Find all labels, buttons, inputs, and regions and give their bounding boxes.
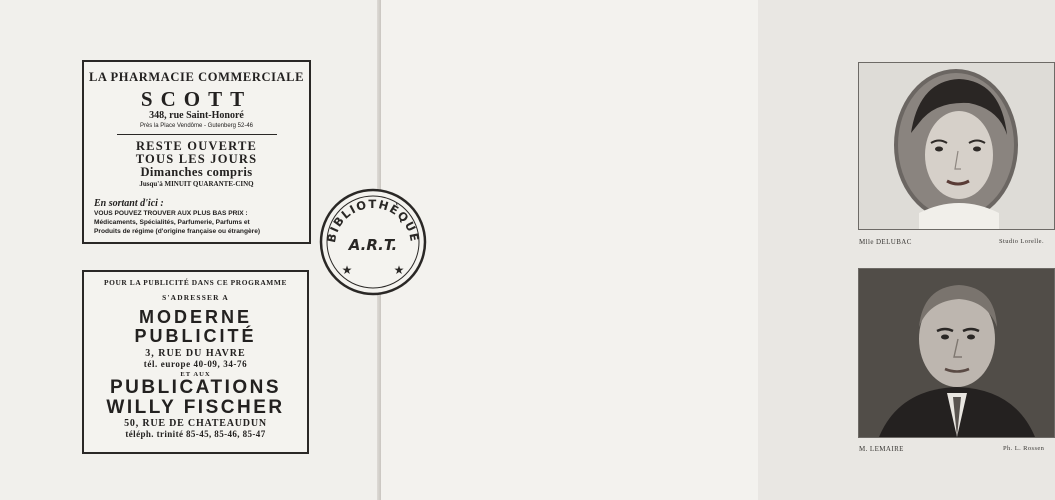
stamp-seal-icon <box>317 186 429 298</box>
publicity-line-1: POUR LA PUBLICITÉ DANS CE PROGRAMME <box>104 278 287 287</box>
agency-name-1: MODERNE <box>138 307 252 327</box>
publicity-advertisement <box>82 270 309 454</box>
agency-name-2: PUBLICITÉ <box>134 326 257 346</box>
pharmacy-note-2: Médicaments, Spécialités, Parfumerie, Parfums et <box>94 219 250 226</box>
pharmacy-hours-2: TOUS LES JOURS <box>135 152 258 166</box>
caption-name-1: Mlle DELUBAC <box>859 238 912 246</box>
svg-text:BIBLIOTHÈQUE: BIBLIOTHÈQUE <box>324 196 422 244</box>
agency-address: 3, RUE DU HAVRE <box>145 348 246 359</box>
pharmacy-note-1: VOUS POUVEZ TROUVER AUX PLUS BAS PRIX : <box>94 210 248 217</box>
caption-credit-1: Studio Lorelle. <box>999 238 1044 245</box>
portrait-photo-lemaire <box>858 268 1055 438</box>
pharmacy-location: Près la Place Vendôme - Gutenberg 52-46 <box>139 123 254 129</box>
pharmacy-advertisement <box>82 60 311 244</box>
and-label: ET AUX <box>180 371 211 378</box>
pharmacy-exit-line: En sortant d'ici : <box>94 198 164 209</box>
svg-text:★: ★ <box>393 263 405 277</box>
svg-text:★: ★ <box>341 263 353 277</box>
pharmacy-hours-1: RESTE OUVERTE <box>135 139 258 153</box>
pharmacy-address: 348, rue Saint-Honoré <box>149 110 244 121</box>
publisher-address: 50, RUE DE CHATEAUDUN <box>124 418 267 429</box>
pharmacy-name: SCOTT <box>140 87 253 111</box>
divider <box>117 134 277 135</box>
portrait-photo-delubac <box>858 62 1055 230</box>
right-page <box>381 0 1045 500</box>
publicity-line-2: S'ADRESSER A <box>162 293 229 302</box>
svg-text:A.R.T.: A.R.T. <box>348 236 398 254</box>
pharmacy-title: LA PHARMACIE COMMERCIALE <box>88 70 305 84</box>
pharmacy-hours-4: Jusqu'à MINUIT QUARANTE-CINQ <box>139 180 254 188</box>
library-stamp <box>317 186 429 298</box>
pharmacy-note-3: Produits de régime (d'origine française ou étrangère) <box>94 228 261 235</box>
caption-credit-2: Ph. L. Rossen <box>1003 445 1045 452</box>
agency-phone: tél. europe 40-09, 34-76 <box>143 359 248 369</box>
publisher-name-1: PUBLICATIONS <box>109 377 282 398</box>
pharmacy-hours-3: Dimanches compris <box>140 165 253 179</box>
portrait-woman-image <box>859 63 1054 229</box>
publisher-name-2: WILLY FISCHER <box>106 397 285 418</box>
caption-name-2: M. LEMAIRE <box>859 445 904 453</box>
publisher-phone: téléph. trinité 85-45, 85-46, 85-47 <box>125 429 266 439</box>
portrait-man-image <box>859 269 1054 437</box>
